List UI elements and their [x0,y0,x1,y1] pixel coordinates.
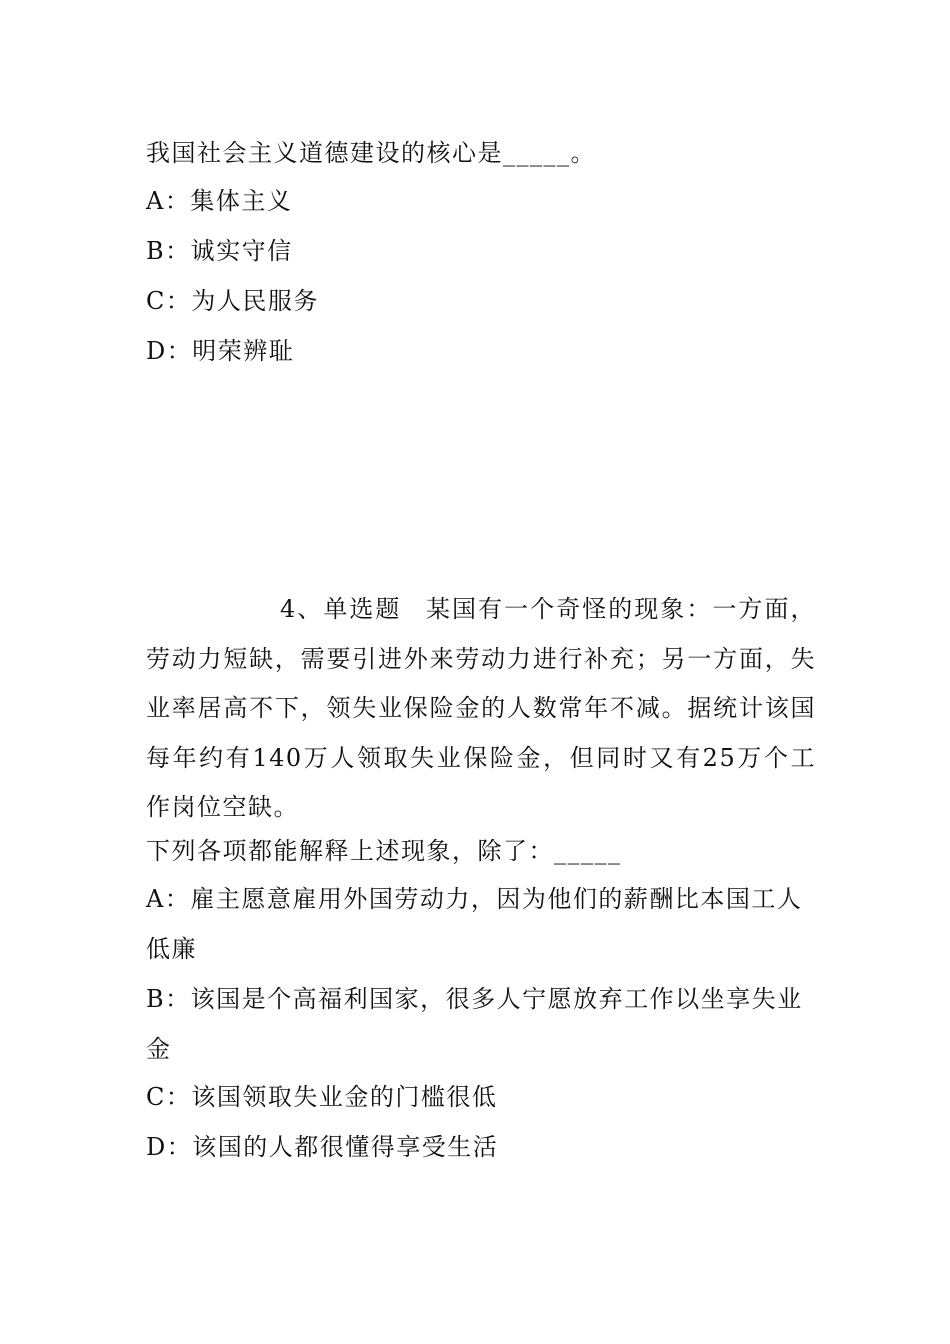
q4-option-a: A：雇主愿意雇用外国劳动力，因为他们的薪酬比本国工人低廉 [146,885,803,963]
q3-option-c: C：为人民服务 [146,287,319,315]
q3-stem: 我国社会主义道德建设的核心是_____。 [146,139,596,167]
q4-option-b: B：该国是个高福利国家，很多人宁愿放弃工作以坐享失业金 [146,985,803,1063]
q4-stem-paragraph [146,585,816,833]
q3-option-b: B：诚实守信 [146,237,293,265]
q4-option-c: C：该国领取失业金的门槛很低 [146,1083,498,1111]
q3-option-d: D：明荣辨耻 [146,337,295,365]
q4-prompt: 下列各项都能解释上述现象，除了：_____ [146,837,622,865]
q4-option-d: D：该国的人都很懂得享受生活 [146,1133,499,1161]
q4-stem-text: 某国有一个奇怪的现象：一方面，劳动力短缺，需要引进外来劳动力进行补充；另一方面，失业率居高不下，领失业保险金的人数常年不减。据统计该国每年约有140万人领取失业保险金，但同时又有25万个工作岗位空缺。 [146,595,816,821]
q4-number: 4、单选题 [280,595,402,623]
q3-option-a: A：集体主义 [146,187,293,215]
